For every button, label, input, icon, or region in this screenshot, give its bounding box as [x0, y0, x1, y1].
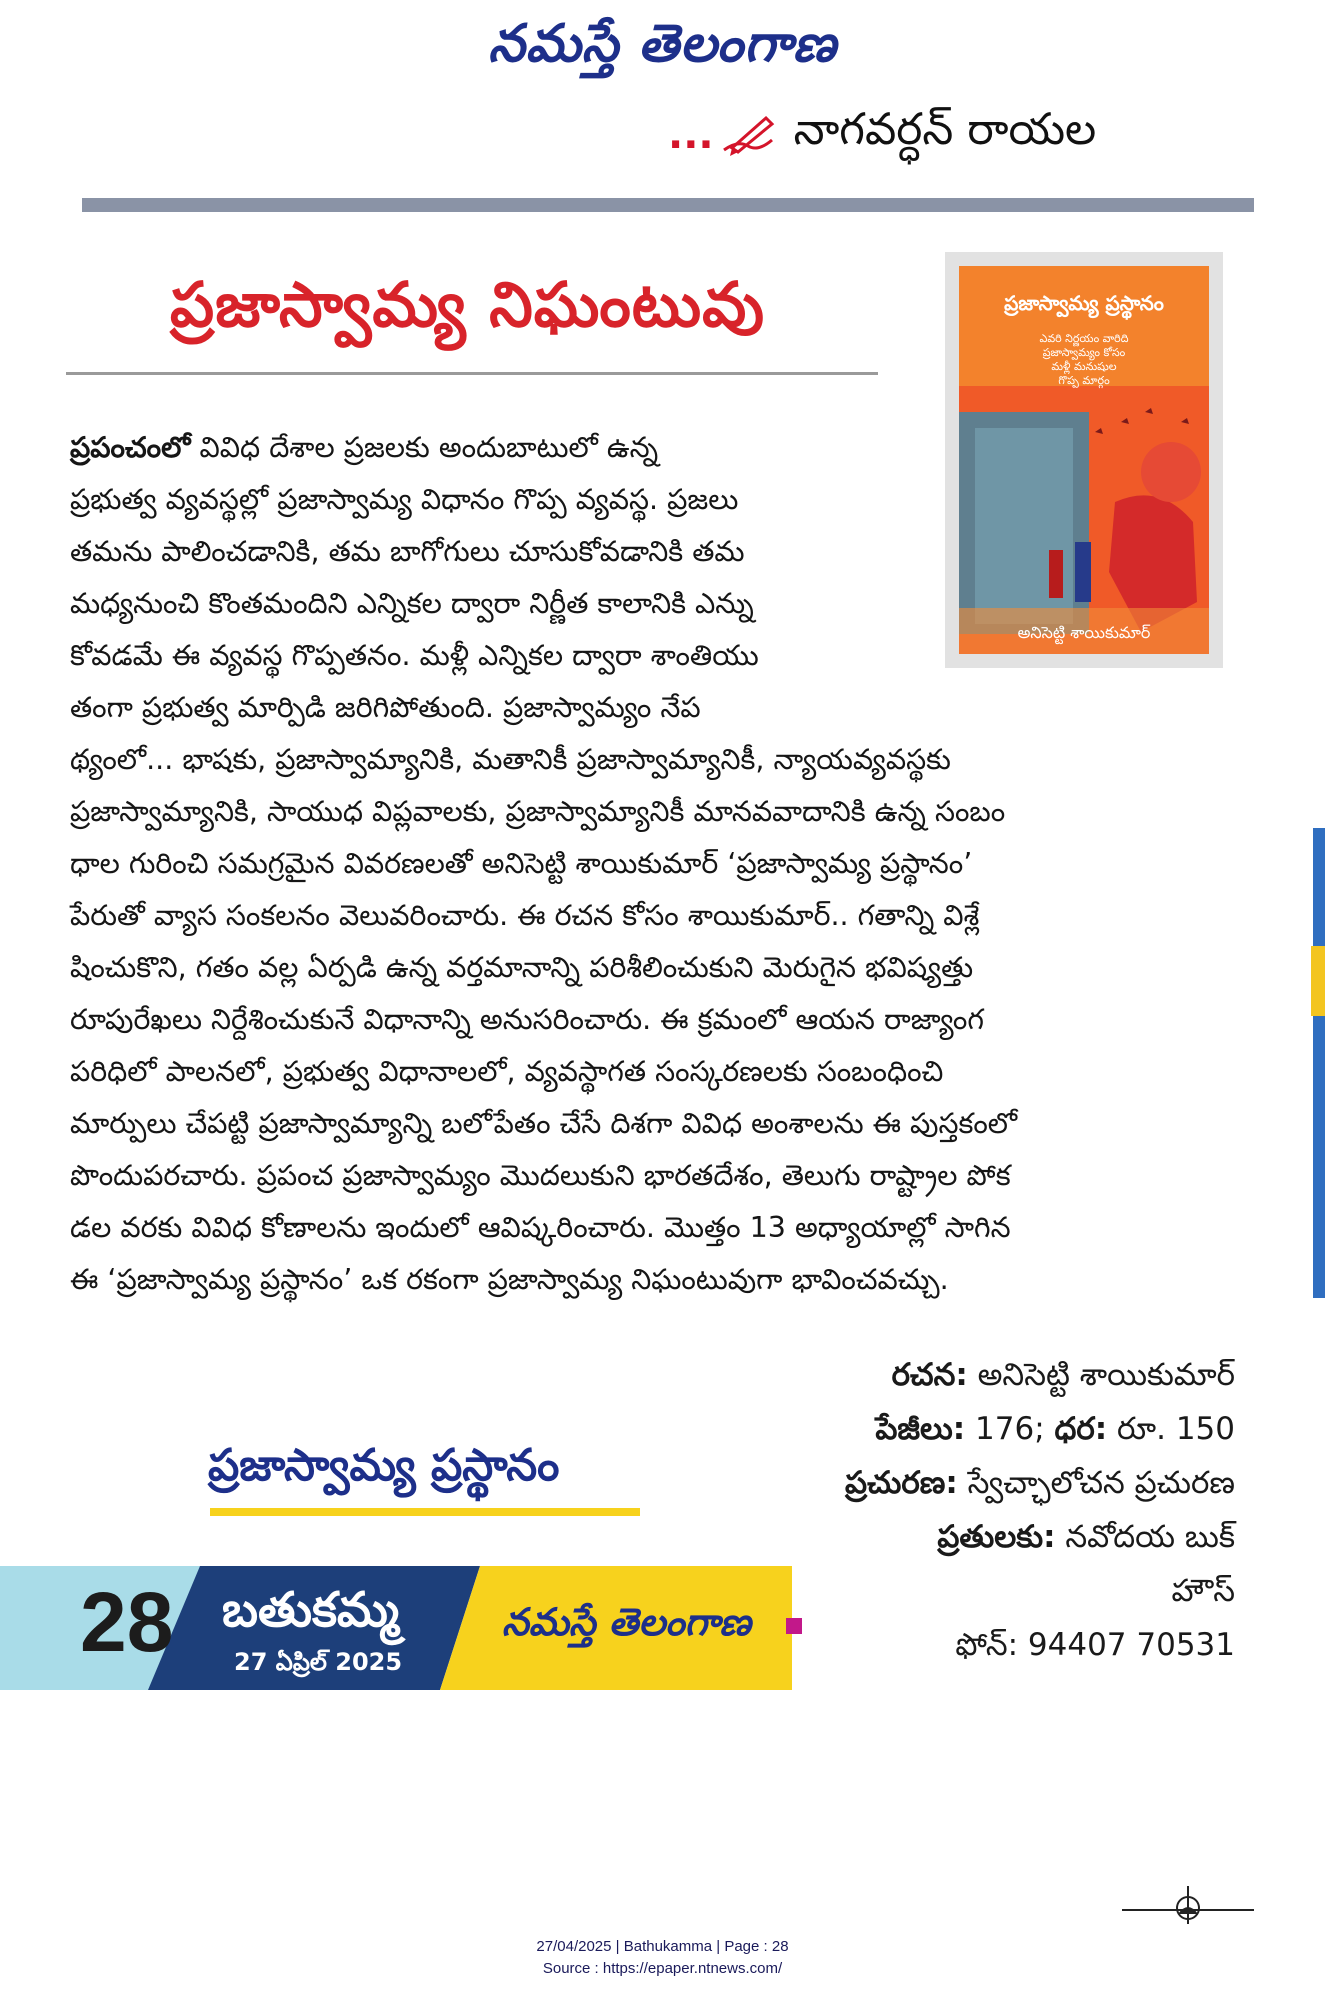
article-line: ప్రభుత్వ వ్యవస్థల్లో ప్రజాస్వామ్య విధానం గొప్ప వ్యవస్థ. ప్రజలు — [70, 483, 739, 516]
byline-dots: ... — [668, 112, 714, 158]
info-pages-label: పేజీలు: — [875, 1411, 966, 1447]
info-copies-row — [845, 1510, 1235, 1564]
info-author-label: రచన: — [891, 1357, 968, 1393]
info-price-value: రూ. 150 — [1107, 1411, 1235, 1447]
article-headline: ప్రజాస్వామ్య నిఘంటువు — [170, 268, 765, 341]
info-copies-row-cont: హౌస్ — [1171, 1573, 1235, 1609]
article-line: ధాల గురించి సమగ్రమైన వివరణలతో అనిసెట్టి శాయికుమార్ ‘ప్రజాస్వామ్య ప్రస్థానం’ — [70, 847, 973, 880]
info-publisher-label: ప్రచురణ: — [845, 1465, 958, 1501]
info-pages-row — [845, 1402, 1235, 1456]
footer-square-marker — [786, 1618, 802, 1634]
article-line — [70, 422, 925, 474]
footer-masthead: నమస్తే తెలంగాణ — [502, 1600, 751, 1644]
article-line: తంగా ప్రభుత్వ మార్పిడి జరిగిపోతుంది. ప్రజాస్వామ్యం నేప — [70, 691, 701, 724]
cover-subtitle-line: ఎవరి నిర్ణయం వారిది — [1039, 332, 1129, 345]
header-divider-bar — [82, 198, 1254, 212]
info-price-label: ధర: — [1054, 1411, 1108, 1447]
source-line-url: Source : https://epaper.ntnews.com/ — [542, 1960, 783, 1977]
article-body — [70, 422, 1235, 1306]
cover-subtitle-line: ప్రజాస్వామ్యం కోసం — [1042, 346, 1126, 359]
right-edge-bar — [1313, 828, 1325, 1298]
issue-date: 27 ఏప్రిల్ 2025 — [234, 1648, 403, 1676]
info-publisher-row — [845, 1456, 1235, 1510]
info-pages-value: 176; — [965, 1411, 1055, 1447]
source-info — [0, 1936, 1325, 1980]
pen-writing-icon — [718, 110, 778, 160]
registration-mark-icon — [1118, 1880, 1258, 1926]
article-line: మార్పులు చేపట్టి ప్రజాస్వామ్యాన్ని బలోపేతం చేసే దిశగా వివిధ అంశాలను ఈ పుస్తకంలో — [70, 1107, 1018, 1140]
cover-title: ప్రజాస్వామ్య ప్రస్థానం — [1004, 291, 1164, 315]
article-line: మధ్యనుంచి కొంతమందిని ఎన్నికల ద్వారా నిర్ణీత కాలానికి ఎన్ను — [70, 587, 754, 620]
article-line: రూపురేఖలు నిర్దేశించుకునే విధానాన్ని అనుసరించారు. ఈ క్రమంలో ఆయన రాజ్యాంగ — [70, 1003, 984, 1036]
info-phone: ఫోన్: 94407 70531 — [955, 1627, 1235, 1663]
page-number: 28 — [80, 1575, 174, 1669]
drop-word: ప్రపంచంలో — [70, 431, 191, 464]
info-copies-label: ప్రతులకు: — [937, 1519, 1056, 1555]
cover-subtitle-line: గొప్ప మార్గం — [1058, 374, 1110, 387]
article-line: ప్రజాస్వామ్యానికి, సాయుధ విప్లవాలకు, ప్రజాస్వామ్యానికీ మానవవాదానికి ఉన్న సంబం — [70, 795, 1006, 828]
section-title: బతుకమ్మ — [222, 1582, 400, 1638]
article-line: పొందుపరచారు. ప్రపంచ ప్రజాస్వామ్యం మొదలుకుని భారతదేశం, తెలుగు రాష్ట్రాల పోక — [70, 1159, 1011, 1192]
article-line: డల వరకు వివిధ కోణాలను ఇందులో ఆవిష్కరించారు. మొత్తం 13 అధ్యాయాల్లో సాగిన — [70, 1211, 1011, 1244]
masthead-title: నమస్తే తెలంగాణ — [488, 14, 837, 74]
author-name: నాగవర్ధన్ రాయల — [793, 104, 1097, 155]
article-line: కోవడమే ఈ వ్యవస్థ గొప్పతనం. మళ్లీ ఎన్నికల ద్వారా శాంతియు — [70, 639, 759, 672]
byline — [668, 100, 1096, 170]
cover-author: అనిసెట్టి శాయికుమార్ — [1017, 623, 1151, 642]
article-line: పేరుతో వ్యాస సంకలనం వెలువరించారు. ఈ రచన కోసం శాయికుమార్.. గతాన్ని విశ్లే — [70, 899, 980, 932]
article-line: పరిధిలో పాలనలో, ప్రభుత్వ విధానాలలో, వ్యవస్థాగత సంస్కరణలకు సంబంధించి — [70, 1055, 944, 1088]
book-title-underline — [210, 1508, 640, 1516]
info-copies-value: నవోదయ బుక్ — [1055, 1519, 1235, 1555]
info-author-row — [845, 1348, 1235, 1402]
article-line: థ్యంలో... భాషకు, ప్రజాస్వామ్యానికి, మతానికీ ప్రజాస్వామ్యానికీ, న్యాయవ్యవస్థకు — [70, 743, 951, 776]
article-line: తమను పాలించడానికి, తమ బాగోగులు చూసుకోవడానికి తమ — [70, 535, 745, 568]
right-edge-tab — [1311, 946, 1325, 1016]
article-line: షించుకొని, గతం వల్ల ఏర్పడి ఉన్న వర్తమానాన్ని పరిశీలించుకుని మెరుగైన భవిష్యత్తు — [70, 951, 974, 984]
book-info — [845, 1348, 1235, 1672]
headline-rule — [66, 372, 878, 375]
info-author-value: అనిసెట్టి శాయికుమార్ — [967, 1357, 1235, 1393]
article-line: ఈ ‘ప్రజాస్వామ్య ప్రస్థానం’ ఒక రకంగా ప్రజాస్వామ్య నిఘంటువుగా భావించవచ్చు. — [70, 1263, 949, 1296]
book-title: ప్రజాస్వామ్య ప్రస్థానం — [208, 1440, 560, 1491]
source-line-date: 27/04/2025 | Bathukamma | Page : 28 — [536, 1938, 789, 1955]
cover-subtitle-line: మళ్లీ మనుషుల — [1051, 360, 1117, 373]
info-publisher-value: స్వేచ్ఛాలోచన ప్రచురణ — [957, 1465, 1235, 1501]
article-line-text: వివిధ దేశాల ప్రజలకు అందుబాటులో ఉన్న — [190, 431, 659, 464]
